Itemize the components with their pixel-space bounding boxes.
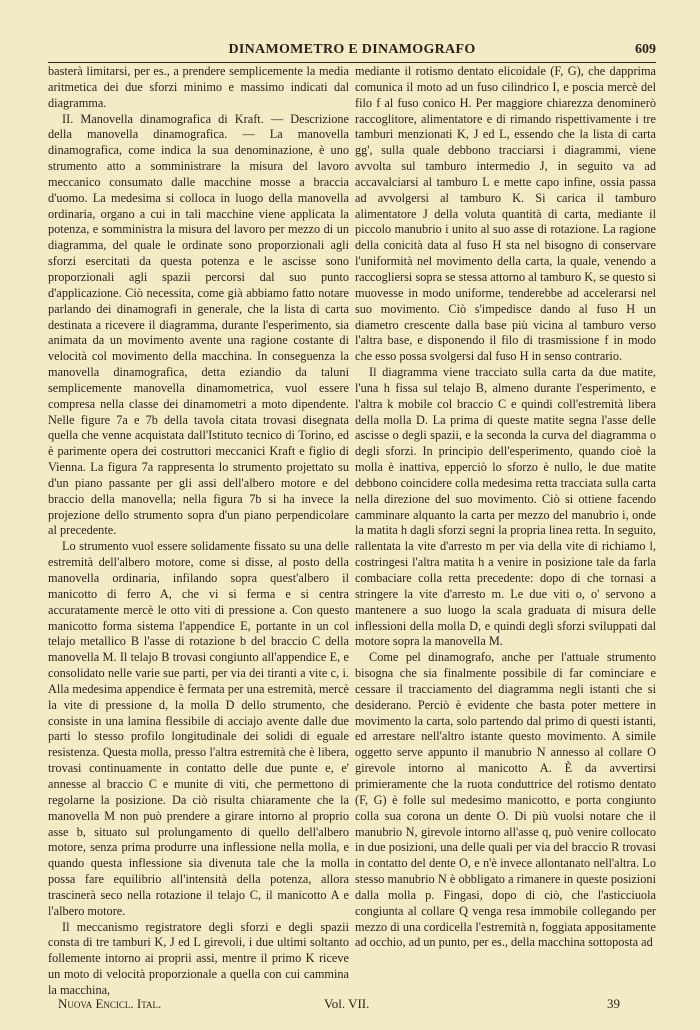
signature-mark: 39 (607, 996, 620, 1011)
page-footer (48, 996, 656, 1014)
running-header (48, 42, 656, 62)
paragraph: Il diagramma viene tracciato sulla carta da due matite, l'una h fissa sul telajo B, almeno durante l'esperimento, e l'altra k mobile col braccio C e quindi coll'estremità libera della molla D. La prima di queste matite segna l'asse delle ascisse o degli spazii, e la seconda la curva del diagramma o degli sforzi. In principio dell'esperimento, quando cioè la molla è inattiva, epperciò lo sforzo è nullo, le due matite debbono coincidere colla medesima retta tracciata sulla carta nella direzione del suo movimento. Ciò si ottiene facendo camminare alquanto la carta per mezzo del manubrio i, onde la matita h dagli sforzi segni la propria linea retta. In seguito, rallentata la vite d'arresto m per via della vite di richiamo l, costringesi l'altra matita h a venire in posizione tale da farla combaciare colla retta precedente: dopo di che tornasi a stringere la vite d'arresto m. Le due viti o, o' servono a mantenere a suo luogo la scala graduata di misura delle inflessioni della molla D, e quindi degli sforzi sviluppati dal motore sopra la manovella M. (355, 365, 656, 649)
paragraph: II. Manovella dinamografica di Kraft. — Descrizione della manovella dinamografica. — La manovella dinamografica, come indica la sua denominazione, è uno strumento atto a somministrare la misura del lavoro meccanico consumato dalle macchine mosse a braccia d'uomo. La medesima si colloca in luogo della manovella ordinaria, organo a cui in tali macchine viene applicata la potenza, e somministra la misura del lavoro per mezzo di un diagramma, del quale le ordinate sono proporzionali agli sforzi esercitati da questa potenza e le ascisse sono proporzionali agli spazii percorsi dal suo punto d'applicazione. Ciò necessita, come già abbiamo fatto notare parlando dei dinamografi in generale, che la lista di carta destinata a ricevere il diagramma, durante l'esperimento, sia animata da un movimento avente una ragione costante di velocità col movimento della macchina. In conseguenza la manovella dinamografica, detta eziandio da taluni semplicemente manovella dinamometrica, vuol essere compresa nella classe dei dinamometri a moto dipendente. Nelle figure 7a e 7b della tavola citata trovasi disegnata quella che venne acquistata dall'Istituto tecnico di Torino, ed è parimente opera dei costruttori meccanici Kraft e figlio di Vienna. La figura 7a rappresenta lo strumento projettato su d'un piano passante per gli assi dell'albero motore e del braccio della manovella; nella figura 7b si ha invece la projezione dello strumento sopra d'un piano perpendicolare al precedente. (48, 111, 349, 538)
paragraph: Lo strumento vuol essere solidamente fissato su una delle estremità dell'albero motore, come si disse, al posto della manovella ordinaria, infilando sopra quest'albero il manicotto di ferro A, che vi si ferma e si centra accuratamente mercè le otto viti di pressione a. Con questo manicotto forma sistema l'appendice E, portante in un col telajo metallico B l'asse di rotazione b del braccio C della manovella M. Il telajo B trovasi congiunto all'appendice E, e consolidato nelle varie sue parti, per via dei tiranti a vite c, i. Alla medesima appendice è fermata per una estremità, mercè la vite di pressione d, la molla D dello strumento, che consiste in una lamina flessibile di acciajo avente dalle due parti lo stesso profilo longitudinale dei solidi di eguale resistenza. Questa molla, presso l'altra estremità che è libera, trovasi continuamente in contatto delle due punte e, e' annesse al braccio C e munite di viti, che permettono di regolarne la posizione. Da ciò risulta chiaramente che la manovella M non può prendere a girare intorno al proprio asse b, situato sul prolungamento di quello dell'albero motore, senza prima produrre una inflessione nella molla, e quando questa inflessione sia divenuta tale che la molla possa fare equilibrio all'intensità della potenza, allora trascinerà seco nella rotazione il telajo C, il manicotto A e l'albero motore. (48, 539, 349, 918)
encyclopedia-title: Nuova Encicl. Ital. (58, 996, 162, 1011)
paragraph: Il meccanismo registratore degli sforzi e degli spazii consta di tre tamburi K, J ed L girevoli, i due ultimi soltanto follemente intorno ai proprii assi, mentre il primo K riceve un moto di velocità proporzionale a quella con cui cammina la macchina, (48, 919, 349, 997)
paragraph: mediante il rotismo dentato elicoidale (F, G), che dapprima comunica il moto ad un fuso cilindrico I, e poscia mercè del filo f al fuso conico H. Per maggiore chiarezza denominerò raccoglitore, alimentatore e di rimando rispettivamente i tre tamburi menzionati K, J ed L, essendo che la lista di carta gg', sulla quale debbono tracciarsi i diagrammi, viene avvolta sul tamburo intermedio J, in seguito va ad accavalciarsi al tamburo L e mette capo infine, ossia passa ad avvolgersi al tamburo K. Si carica il tamburo alimentatore J della voluta quantità di carta, mediante il piccolo manubrio i unito al suo asse di rotazione. La ragione della conicità data al fuso H sta nel bisogno di conservare l'uniformità nel movimento della carta, la quale, venendo a raccogliersi sopra se stessa attorno al tamburo K, se questo si muovesse in modo uniforme, tenderebbe ad accelerarsi nel suo movimento. Ciò s'impedisce dando al fuso H un diametro crescente dalla base più vicina al tamburo verso l'altra base, e disponendo il filo di trasmissione f in modo che esso possa svolgersi dal fuso H in senso contrario. (355, 64, 656, 364)
left-column (48, 64, 349, 997)
right-column (355, 64, 656, 989)
volume-label: Vol. VII. (324, 996, 370, 1011)
running-title: DINAMOMETRO E DINAMOGRAFO (228, 42, 476, 57)
paragraph: basterà limitarsi, per es., a prendere semplicemente la media aritmetica dei due sforzi minimo e massimo indicati dal diagramma. (48, 64, 349, 110)
page-number: 609 (635, 42, 656, 57)
header-rule (48, 62, 656, 63)
paragraph: Come pel dinamografo, anche per l'attuale strumento bisogna che sia finalmente possibile di far cominciare e cessare il tracciamento del diagramma negli istanti che si desiderano. Perciò è evidente che basta poter mettere in movimento la carta, solo partendo dal primo di questi istanti, ed arrestare nell'altro istante questo movimento. A simile oggetto serve appunto il manubrio N annesso al collare O girevole intorno al manicotto A. È da avvertirsi primieramente che la ruota conduttrice del rotismo dentato (F, G) è folle sul medesimo manicotto, e porta congiunto colla sua corona un dente O. Di più vuolsi notare che il manubrio N, girevole intorno all'asse q, può venire collocato in due posizioni, una delle quali per via del braccio R trovasi in contatto del dente O, e n'è invece allontanato nell'altra. Lo stesso manubrio N è obbligato a rimanere in queste posizioni dalla molla p. Fingasi, dopo di ciò, che l'asticciuola congiunta al collare Q venga resa immobile collegando per mezzo di una cordicella l'estremità n, foggiata appositamente ad occhio, ad un punto, per es., della macchina sottoposta ad (355, 650, 656, 950)
